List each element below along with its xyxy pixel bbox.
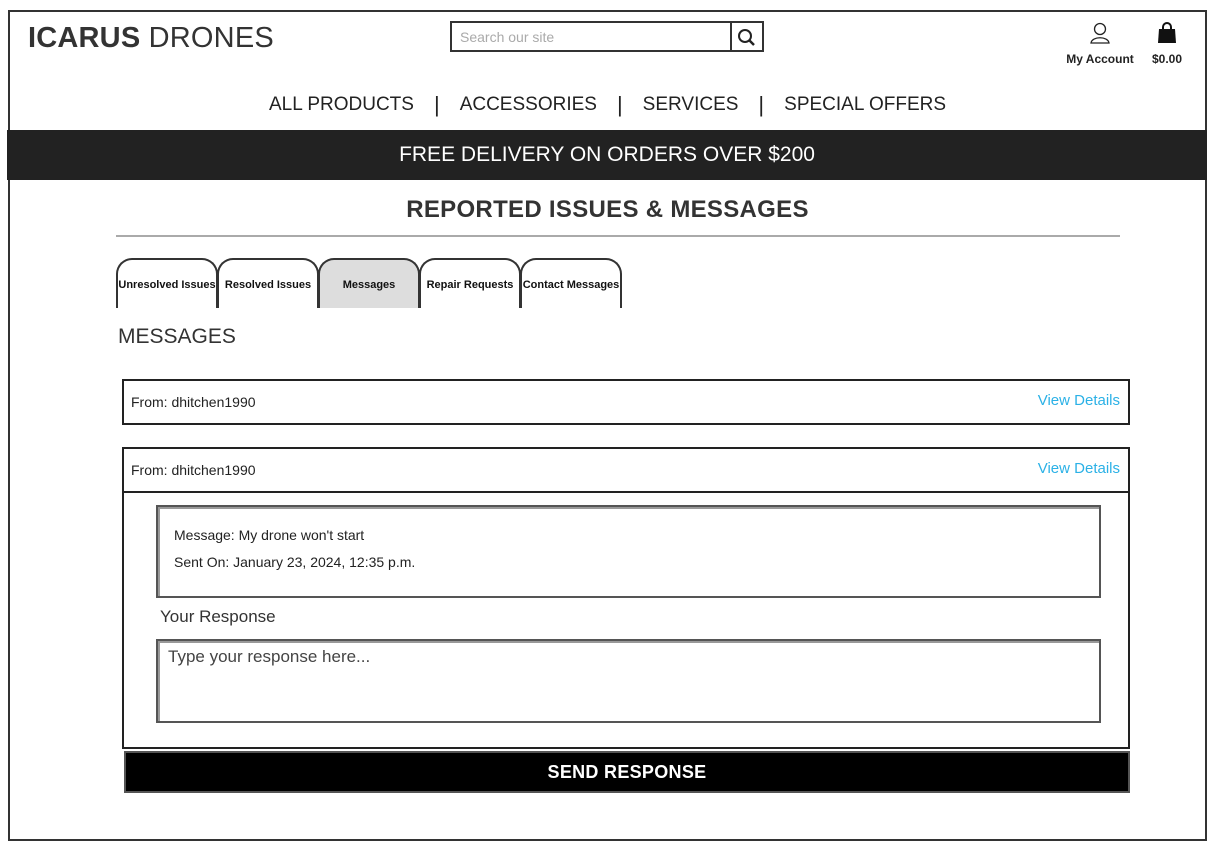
- message-text: Message: My drone won't start: [174, 527, 365, 543]
- response-textarea[interactable]: [158, 641, 1099, 721]
- tab-messages[interactable]: Messages: [318, 258, 420, 308]
- page-title: REPORTED ISSUES & MESSAGES: [406, 196, 809, 223]
- promo-banner: FREE DELIVERY ON ORDERS OVER $200: [7, 130, 1207, 180]
- view-details-link[interactable]: View Details: [1037, 460, 1120, 477]
- site-logo[interactable]: [28, 22, 274, 55]
- message-details-panel: [122, 493, 1130, 749]
- send-response-button[interactable]: SEND RESPONSE: [124, 751, 1130, 793]
- logo-bold-text: ICARUS: [28, 22, 141, 54]
- message-row: [122, 447, 1130, 493]
- page-frame: [8, 10, 1207, 841]
- search-bar: [450, 21, 764, 52]
- user-icon: [1089, 22, 1111, 44]
- logo-light-text: DRONES: [148, 22, 274, 54]
- message-sender: From: dhitchen1990: [131, 394, 256, 410]
- search-button[interactable]: [730, 23, 762, 50]
- nav-all-products[interactable]: ALL PRODUCTS: [268, 94, 414, 115]
- nav-separator: |: [616, 92, 623, 117]
- tab-bar: [116, 258, 621, 310]
- message-sent-on: Sent On: January 23, 2024, 12:35 p.m.: [174, 554, 416, 570]
- nav-separator: |: [433, 92, 440, 117]
- cart-link[interactable]: [1144, 22, 1190, 66]
- view-details-link[interactable]: View Details: [1037, 392, 1120, 409]
- tab-unresolved-issues[interactable]: Unresolved Issues: [116, 258, 218, 308]
- cart-total: $0.00: [1151, 52, 1183, 66]
- search-icon: [737, 27, 757, 47]
- message-sender: From: dhitchen1990: [131, 462, 256, 478]
- section-heading: MESSAGES: [118, 325, 236, 348]
- my-account-label: My Account: [1066, 52, 1134, 66]
- nav-special-offers[interactable]: SPECIAL OFFERS: [784, 94, 947, 115]
- nav-accessories[interactable]: ACCESSORIES: [459, 94, 597, 115]
- response-label: Your Response: [160, 607, 276, 626]
- message-card: [156, 505, 1101, 598]
- response-box: [156, 639, 1101, 723]
- nav-separator: |: [758, 92, 765, 117]
- message-row: [122, 379, 1130, 425]
- main-nav: [10, 92, 1205, 118]
- shopping-bag-icon: [1156, 22, 1178, 44]
- my-account-link[interactable]: [1062, 22, 1138, 66]
- tab-contact-messages[interactable]: Contact Messages: [520, 258, 622, 308]
- nav-services[interactable]: SERVICES: [642, 94, 739, 115]
- title-divider: [116, 235, 1120, 237]
- tab-repair-requests[interactable]: Repair Requests: [419, 258, 521, 308]
- tab-resolved-issues[interactable]: Resolved Issues: [217, 258, 319, 308]
- search-input[interactable]: [452, 23, 731, 50]
